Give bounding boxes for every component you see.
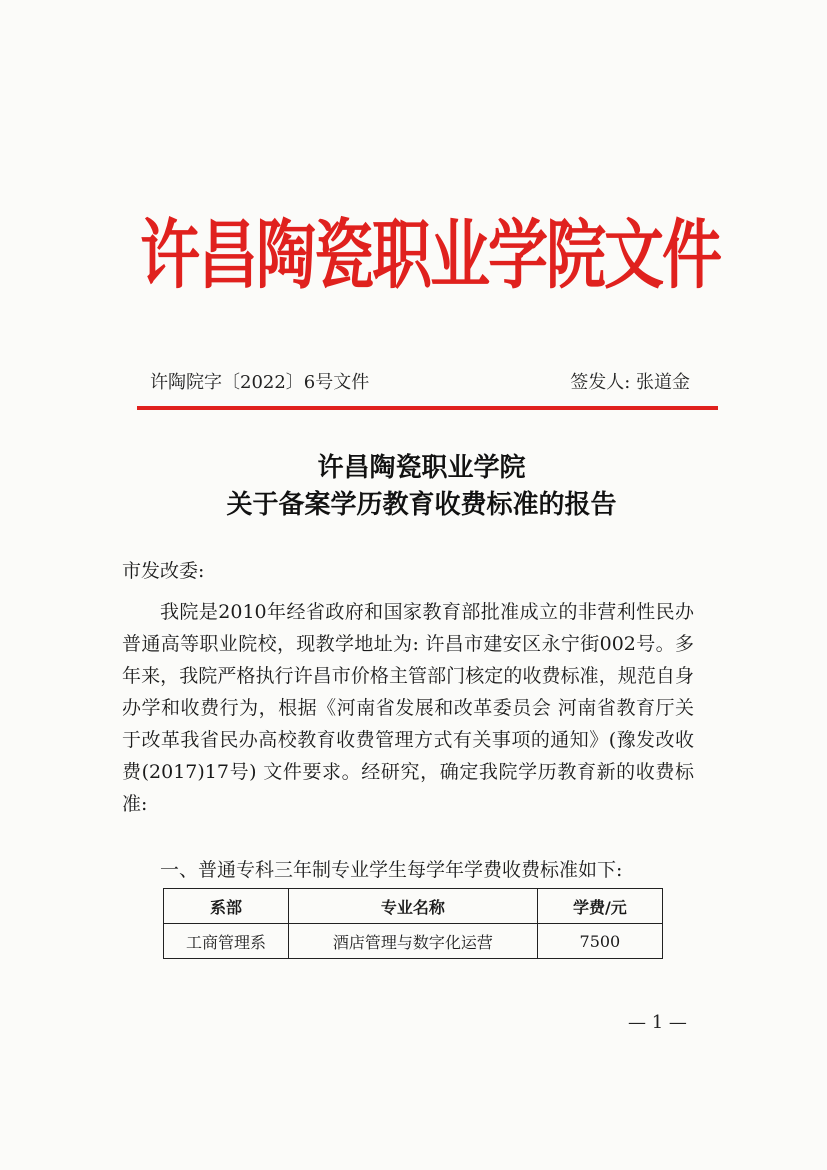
signer: 签发人: 张道金 bbox=[570, 372, 690, 393]
table-cell-dept: 工商管理系 bbox=[164, 924, 289, 959]
fee-table bbox=[163, 888, 663, 959]
table-header-fee: 学费/元 bbox=[537, 889, 662, 924]
body-paragraph: 我院是2010年经省政府和国家教育部批准成立的非营利性民办普通高等职业院校，现教学地址为: 许昌市建安区永宁街002号。多年来，我院严格执行许昌市价格主管部门核定的收费标准，规范自身办学和收费行为，根据《河南省发展和改革委员会 河南省教育厅关于改革我省民办高校教育收费管理方式有关事项的通知》(豫发改收费(2017)17号) 文件要求。经研究，确定我院学历教育新的收费标准: bbox=[122, 601, 694, 815]
salutation: 市发改委: bbox=[122, 560, 205, 582]
table-header-row bbox=[164, 889, 663, 924]
table-row bbox=[164, 924, 663, 959]
table-header-major: 专业名称 bbox=[288, 889, 537, 924]
report-title-line-1: 许昌陶瓷职业学院 bbox=[317, 453, 526, 483]
red-divider-line bbox=[137, 406, 718, 410]
table-cell-fee: 7500 bbox=[537, 924, 662, 959]
table-header-dept: 系部 bbox=[164, 889, 289, 924]
document-number: 许陶院字〔2022〕6号文件 bbox=[150, 372, 370, 393]
section-heading: 一、普通专科三年制专业学生每学年学费收费标准如下: bbox=[160, 859, 623, 881]
page-number: — 1 — bbox=[628, 1012, 687, 1033]
table-cell-major: 酒店管理与数字化运营 bbox=[288, 924, 537, 959]
report-title-line-2: 关于备案学历教育收费标准的报告 bbox=[226, 490, 617, 520]
document-header-title: 许昌陶瓷职业学院文件 bbox=[140, 212, 720, 300]
